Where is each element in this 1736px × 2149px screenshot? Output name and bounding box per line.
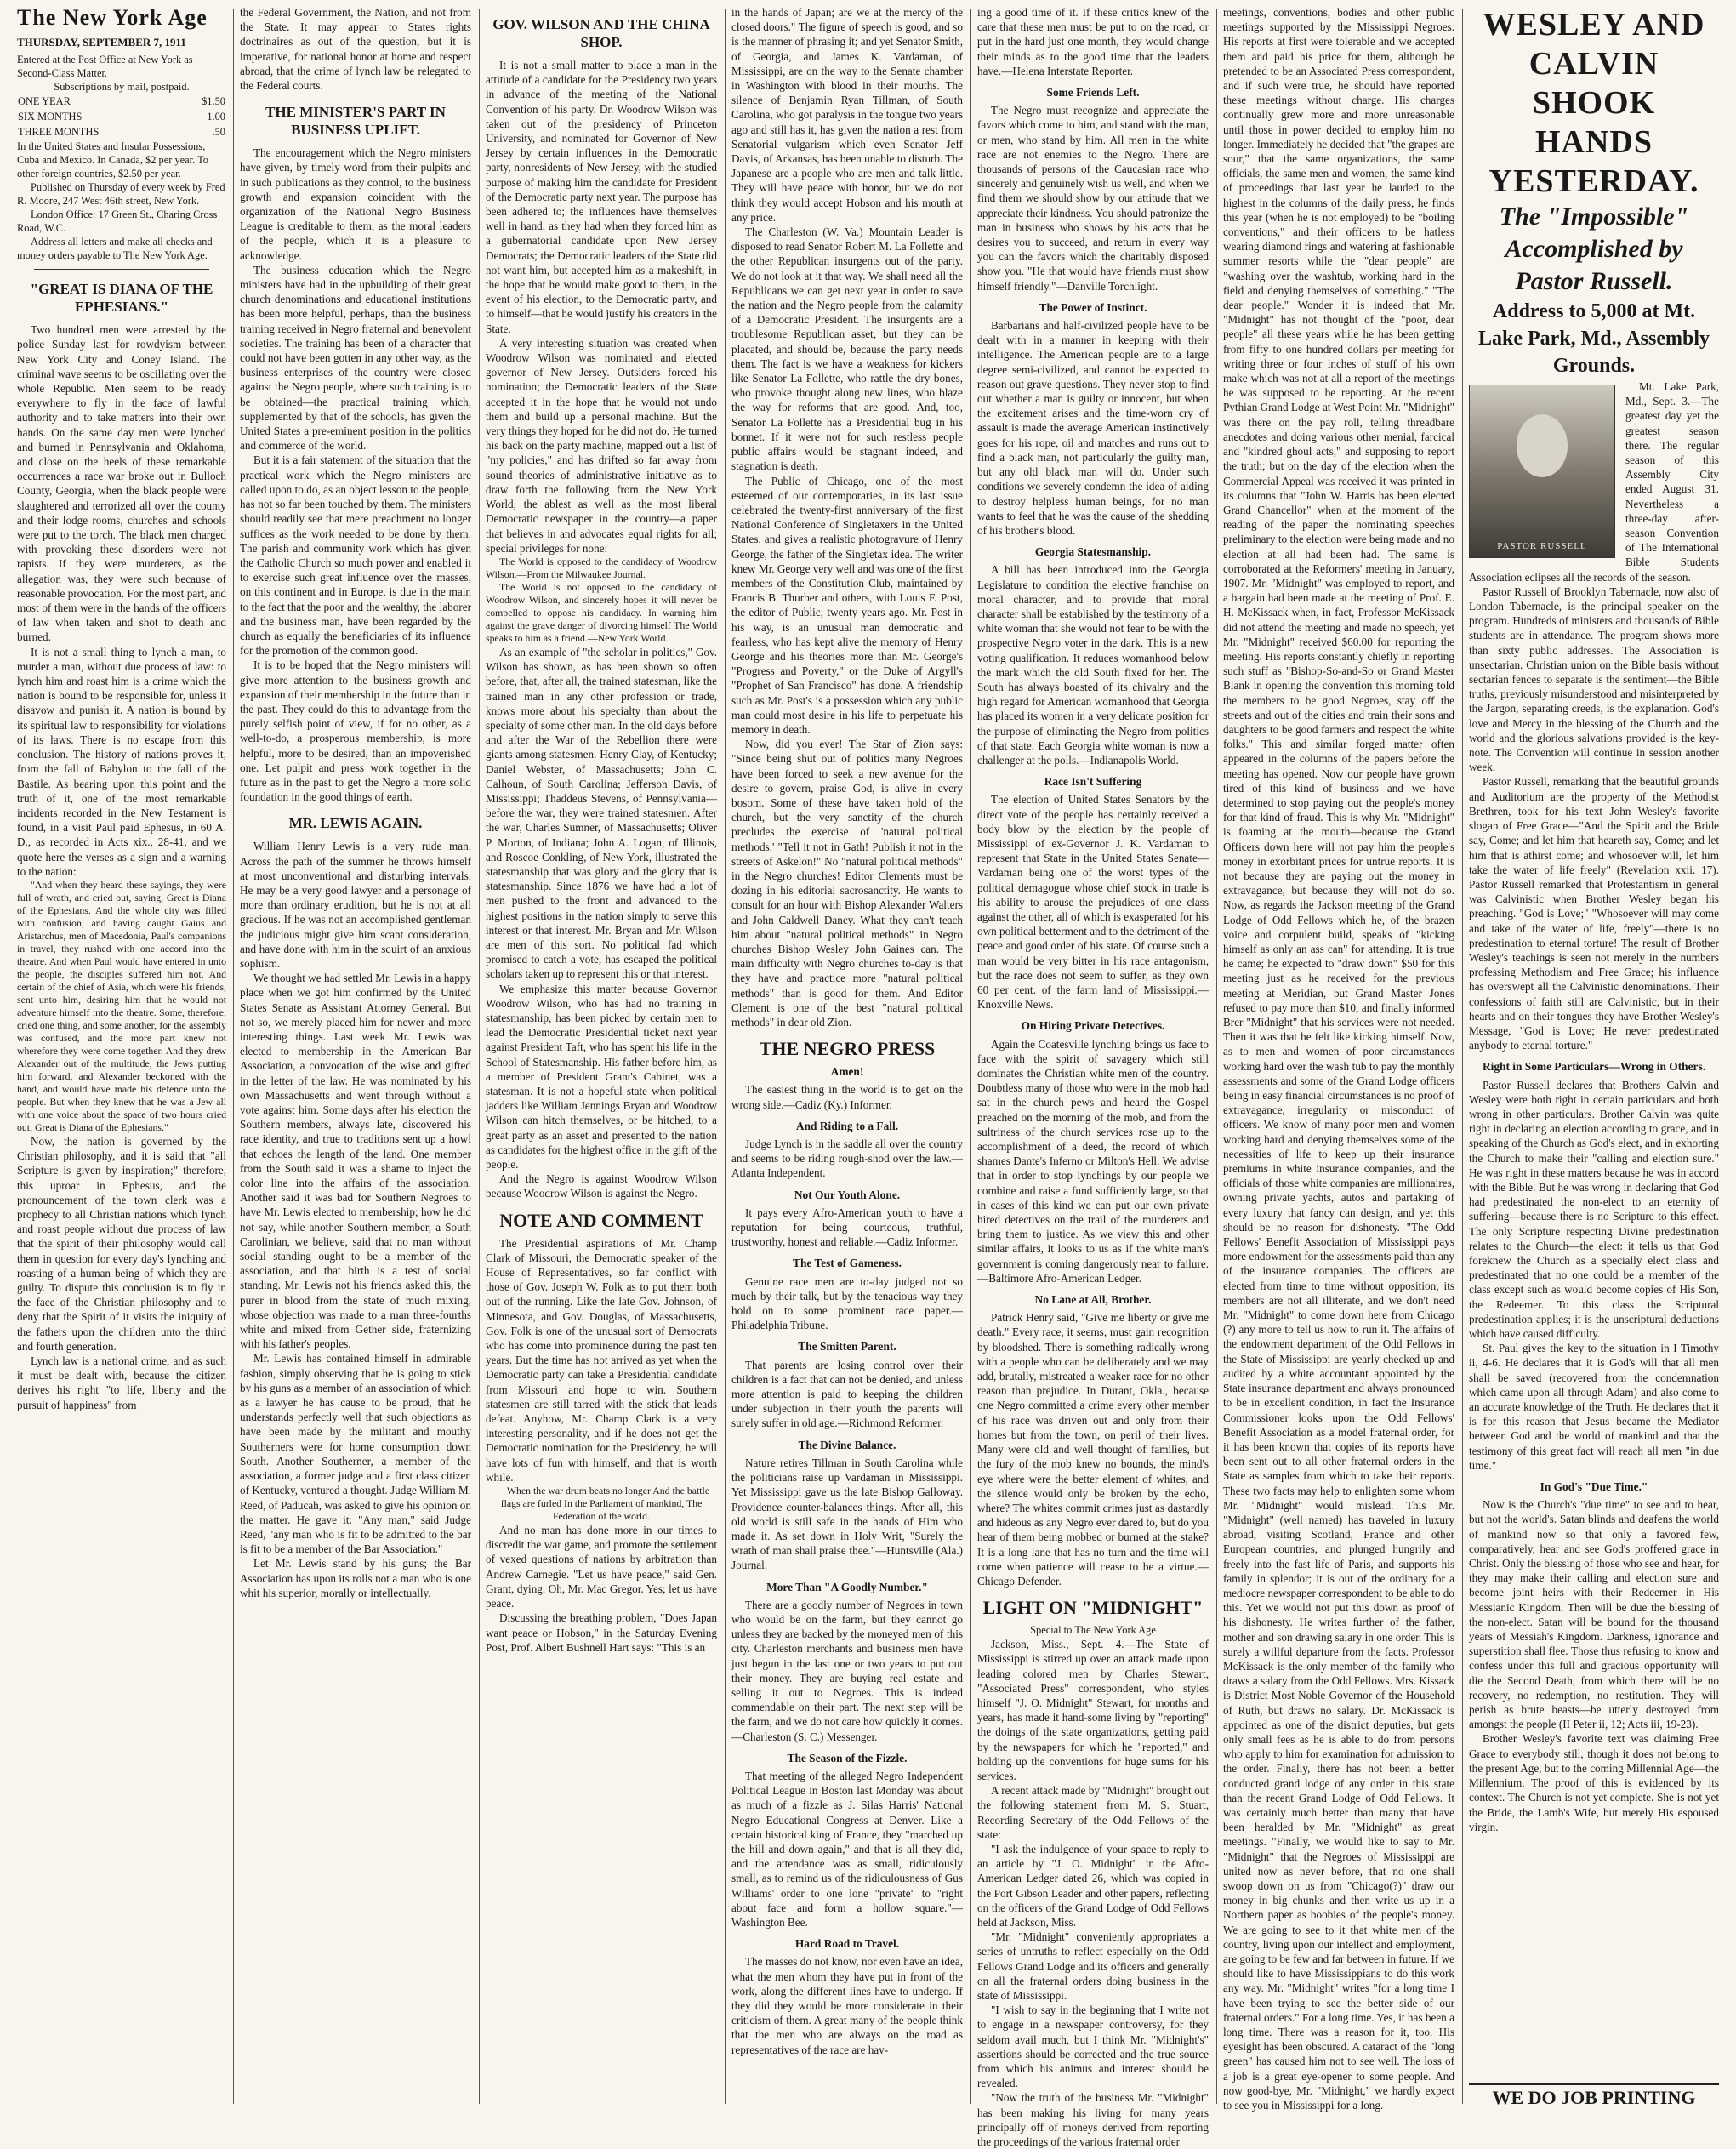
verse: When the war drum beats no longer And the battle flags are furled In the Parliament of mankind, The Federation of the world. — [500, 1485, 710, 1523]
item-body: The Negro must recognize and appreciate the favors which come to him, and stand with the man, or men, who stand by him. All men in the white race are not enemies to the Negro. There are thousands of persons of the Caucasian race who sincerely and genuinely wish us well, and when we find them we should show by our attitude that we appreciate their kindness. You should patronize the man in business who shows by his acts that he desires you to succeed, and return in every way you can the favors which the charitably disposed show you. "He that would have friends must show himself friendly."—Danville Torchlight. — [977, 104, 1209, 293]
scripture-quote: "And when they heard these sayings, they were full of wrath, and cried out, saying, Great is Diana of the Ephesians. And the whole city was filled with confusion; and having caught Gaius and Aristarchus, men of Macedonia, Paul's companions in travel, they rushed with one accord into the theatre. And when Paul would have entered in unto the people, the disciples suffered him not. And certain of the chief of Asia, which were his friends, sent unto him, desiring him that he would not adventure himself into the theatre. Some, therefore, cried one thing, and some another, for the assembly was confused, and the more part knew not wherefore they were come together. And they drew Alexander out of the multitude, the Jews putting him forward, and Alexander beckoned with the hand, and would have made his defence unto the people. But when they knew that he was a Jew all with one voice about the space of two hours cried out, Great is Diana of the Ephesians." — [17, 878, 226, 1133]
item-title: Amen! — [830, 1065, 864, 1079]
paragraph: It is to be hoped that the Negro ministers will give more attention to the business growth and expansion of their membership in the future than in the past. They could do this to advantage from the purely selfish point of view, if for no other, as a well-to-do, a prosperous membership, is more helpful, more to be desired, than an impoverished one. Let pulpit and press work together in the future as in the past to get the Negro a more solid foundation in the good things of earth. — [240, 658, 471, 804]
paragraph: But it is a fair statement of the situation that the practical work which the Negro ministers are called upon to do, as an object lesson to the people, has not so far been touched by them. The ministers should readily see that mere preachment no longer suffices as the work needed to be done by them. The parish and community work which has given the Catholic Church so much power and enabled it to exercise such great influence over the masses, on this continent and in Europe, is due in the main to the fact that the poor and the wealthy, the laborer and the business man, have been regarded by the church as equally the beneficiaries of its influence for the promotion of the common good. — [240, 453, 471, 658]
item-title: Not Our Youth Alone. — [794, 1188, 901, 1201]
rate-row: SIX MONTHS 1.00 — [18, 111, 225, 123]
headline-light-on-midnight: LIGHT ON "MIDNIGHT" — [982, 1597, 1204, 1619]
column-rule — [479, 9, 480, 2104]
column-6 — [1223, 5, 1454, 2112]
paragraph: Jackson, Miss., Sept. 4.—The State of Mississippi is stirred up over an attack made upon leading colored men by Charles Stewart, "Associated Press" correspondent, who styles himself "J. O. Midnight" Stewart, for months and years, has made it hand-some living by "reporting" the doings of the state organizations, getting paid by the newspapers for which he "reported," and holding up the conventions for huge sums for his services. — [977, 1638, 1209, 1782]
paragraph: A recent attack made by "Midnight" brought out the following statement from M. S. Stuart, Recording Secretary of the Odd Fellows of the state: — [977, 1784, 1209, 1841]
headline-negro-press: THE NEGRO PRESS — [759, 1038, 936, 1060]
paragraph: Mr. Lewis has contained himself in admirable fashion, simply observing that he is going to stick by his guns as a member of an association of which as a lawyer he has cause to be proud, that he understands perfectly well that such objections as have been made by the militant and mouthy Southerners were for home consumption down South. Another Southerner, a member of the association, a former judge and a first class citizen of Kentucky, ventured a thought. Judge William M. Reed, of Paducah, was asked to give his opinion on the matter. He gave it: "Any man," said Judge Reed, "any man who is fit to be admitted to the bar is fit to be a member of the Bar Association." — [240, 1352, 471, 1556]
item-body: That meeting of the alleged Negro Independent Political League in Boston last Monday was about as much of a fizzle as J. Silas Harris' National Negro Educational Congress at Denver. Like a certain historical king of France, they "marched up the hill and down again," and that is all they did, and the attendance was as small, ridiculously small, as to remind us of the ridiculousness of Gus Williams' order to one lone "private" to "right about face and form a hollow square."—Washington Bee. — [731, 1769, 963, 1929]
item-title: More Than "A Goodly Number." — [766, 1580, 928, 1593]
paragraph: We emphasize this matter because Governor Woodrow Wilson, who has had no training in statesmanship, has been picked by certain men to lead the Democratic Presidential ticket next year against President Taft, who has spent his life in the School of Statesmanship. His father before him, as a member of President Grant's Cabinet, was a statesman. It is not a hopeful state when political jadders like William Jennings Bryan and Woodrow Wilson can hitch themselves, or be hitched, to a great party as an asset and presented to the nation as candidates for the highest office in the gift of the people. — [486, 982, 717, 1171]
paragraph: We thought we had settled Mr. Lewis in a happy place when we got him confirmed by the United States Senate as Assistant Attorney General. But not so, we merely placed him for newer and more interesting things. Last week Mr. Lewis was elected to membership in the American Bar Association, a convocation of the wise and gifted in the letter of the law. He was nominated by his own Massachusetts and went through without a vote against him. Some days after his election the Southern members, always late, discovered his race identity, and true to traditions sent up a howl that echoes the length of the land. One member from the South said it was a shame to inject the color line into the affairs of the association. Another said it was bad for Southern Negroes to have Mr. Lewis elected to membership; how he did not say, while another Southern member, a South Carolinian, we believe, said that no man without social standing ought to be a member of the association, and that birth is a test of social standing. Mr. Lewis not his friends asked this, the purer in blood from the state of much mixing, whose objection was made to a man three-fourths white and mixed from Gether side, fraternizing with his father's peoples. — [240, 972, 471, 1351]
paragraph: "I wish to say in the beginning that I write not to engage in a newspaper controversy, for they seldom avail much, but I think Mr. "Midnight's" assertions should be corrected and the true source from which his animus and interest should be revealed. — [977, 2004, 1209, 2090]
job-printing-notice: WE DO JOB PRINTING — [1469, 2083, 1719, 2109]
portrait-caption: PASTOR RUSSELL — [1497, 540, 1587, 551]
headline-lewis: MR. LEWIS AGAIN. — [288, 815, 423, 832]
paragraph: in the hands of Japan; are we at the mercy of the closed doors." The figure of speech is good, and so is the manner of phrasing it; and yet Senator Smith, of Georgia, and James K. Vardaman, of Mississippi, are on the way to the Senate chamber in Washington with blood in their mouths. The silence of Benjamin Ryan Tillman, of South Carolina, who got paralysis in the tongue two years ago and still has it, has given the nation a rest from Senatorial vulgarism which even Senator Jeff Davis, of Arkansas, has been unable to disturb. The Japanese are a people who are men and talk little. They will have peace with honor, but we do not think they would accept Hobson and his mouth at any price. — [731, 6, 963, 224]
paragraph: Brother Wesley's favorite text was claiming Free Grace to everybody still, though it does not belong to the present Age, but to the coming Millennial Age—the Millennium. The proof of this is evidenced by its context. The Church is not yet complete. She is not yet the Bride, the Lamb's Wife, but merely His espoused virgin. — [1469, 1732, 1719, 1833]
paragraph: The Presidential aspirations of Mr. Champ Clark of Missouri, the Democratic speaker of the House of Representatives, so far conflict with those of Gov. Joseph W. Folk as to put them both out of the running. Like the late Gov. Johnson, of Minnesota, and Gov. Douglas, of Massachusetts, Gov. Folk is one of the unusual sort of Democrats who has come into prominence during the past ten years. But the time has not arrived as yet when the Democratic party can take a Presidential candidate from Missouri and hope to win. Southern statesmen are still tarred with the stick that leads defeat. Anyhow, Mr. Champ Clark is a very interesting personality, and if he does not get the Democratic nomination for the Presidency, he will have lots of fun with himself, and that is worth while. — [486, 1236, 717, 1484]
item-body: Patrick Henry said, "Give me liberty or give me death." Every race, it seems, must gain recognition by bloodshed. There is something radically wrong with a people who can be deliberately and we may add, brutally, mistreated a weaker race for no other reason than prejudice. In Durant, Okla., because one Negro committed a crime every other member of his race was driven out and only from their homes but from the town, on peril of their lives. Many were old and well thought of families, but the fury of the mob knew no bounds, the mind's eye where were the better element of whites, and the silence would only be broken by the echo, where? The whites commit crimes just as dastardly and hideous as any Negro ever dared to, but do you hear of them being mobbed or burned at the stake? It is a long lane that has no turn and the time will come when patience will cease to be a virtue.—Chicago Defender. — [977, 1311, 1209, 1588]
paragraph: Pastor Russell of Brooklyn Tabernacle, now also of London Tabernacle, is the principal speaker on the program. Hundreds of ministers and thousands of Bible students are in attendance. The program shows more than sixty public addresses. The Association is unsectarian. Christian union on the Bible basis without sectarian fences to separate is the sentiment—the Bible truths, previously misunderstood and misinterpreted by the Jargon, separating creeds, is the explanation. God's love and Mercy in the blessing of the Church and the world and the glorious salvations provided is the key-note. The Convention will continue in session another week. — [1469, 584, 1719, 774]
subscription-rates — [17, 94, 226, 140]
item-body: That parents are losing control over their children is a fact that can not be denied, and unless more attention is paid to keeping the children under subjection in their youth the parents will surely suffer in old age.—Richmond Reformer. — [731, 1358, 963, 1430]
item-body: It pays every Afro-American youth to have a reputation for being courteous, truthful, trustworthy, honest and reliable.—Cadiz Informer. — [731, 1206, 963, 1249]
london-office: London Office: 17 Green St., Charing Cross Road, W.C. — [17, 208, 218, 235]
item-body: There are a goodly number of Negroes in town who would be on the farm, but they cannot go unless they are backed by the moneyed men of this city. Charleston merchants and business men have just begun in the last one or two years to put out their money. They are buying real estate and selling it out to Negroes. This is indeed commendable on their part. The next step will be the farm, and we do not care how quickly it comes.—Charleston (S. C.) Messenger. — [731, 1598, 963, 1743]
headline-note-comment: NOTE AND COMMENT — [499, 1209, 703, 1231]
paragraph: The encouragement which the Negro ministers have given, by timely word from their pulpits and in such publications as they control, to the business growth and expansion coincident with the organization of the National Negro Business League is creditable to them, as the moral leaders of the people, which it is a pleasure to acknowledge. — [240, 146, 471, 262]
item-title: The Smitten Parent. — [798, 1340, 896, 1354]
item-body: Barbarians and half-civilized people have to be dealt with in a manner in keeping with their intelligence. The American people are to a large degree semi-civilized, and cannot be expected to reason out grave questions. They never stop to find out whether a man is guilty or innocent, but when the excitement arises and the time-worn cry of assault is made the average American instinctively goes for his rope, oil and matches and runs out to find a black man, not particularly the guilty man, but any old black man will do. Under such conditions we severely condemn the idea of aiding to destroy helpless human beings, for no man wants to feel that he was the cause of the shedding of his brother's blood. — [977, 319, 1209, 537]
paragraph: St. Paul gives the key to the situation in I Timothy ii, 4-6. He declares that it is God's will that all men shall be saved (recovered from the condemnation which came upon all through Adam) and also come to an accurate knowledge of the Truth. He declares that it is for this reason that Jesus became the Mediator between God and the world of mankind and that the testimony of this great fact will reach all men "in due time." — [1469, 1342, 1719, 1472]
column-rule — [725, 9, 726, 2104]
paragraph: Two hundred men were arrested by the police Sunday last for rowdyism between New York City and Coney Island. The criminal wave seems to be oscillating over the whole Republic. Men seem to be ready everywhere to fly in the face of lawful authority and to take matters into their own hands. On the same day men were lynched and burned in Pennsylvania and Oklahoma, and close on the heels of these remarkable occurrences a race war broke out in Bulloch County, Georgia, when the black people were slaughtered and terrorized all over the county and their lodge rooms, churches and schools were put to the torch. The black men charged with provoking these disorders were not rapists. If they were murderers, as the allegation was, they were such because of reasonable provocation. For the most part, and most of them were in the hands of the officers of law when taken and shot to death and burned. — [17, 323, 226, 644]
item-body: Again the Coatesville lynching brings us face to face with the spirit of savagery which still dominates the Christian white men of the country. Doubtless many of those who were in the mob had sat in the church pews and heard the Gospel preached on the morning of the mob, and from the sultriness of the church services rose up to the accomplishment of a deed, the record of which shames Dante's Inferno or Milton's Hell. We advise that in order to stop lynchings by our people we combine and raise a fund sufficiently large, so that in cases of this kind we can put our own private hired detectives on the trail of the murderers and bring them to justice. As we view this and other similar affairs, it looks to us as if the white man's government is coming dangerously near to failure.—Baltimore Afro-American Ledger. — [977, 1037, 1209, 1285]
item-title: The Season of the Fizzle. — [787, 1751, 908, 1764]
issue-date: THURSDAY, SEPTEMBER 7, 1911 — [17, 36, 186, 48]
quoted-item: The World is opposed to the candidacy of Woodrow Wilson.—From the Milwaukee Journal. — [486, 555, 717, 580]
item-title: The Power of Instinct. — [1039, 300, 1147, 314]
column-7 — [1469, 5, 1719, 2107]
item-title: No Lane at All, Brother. — [1034, 1293, 1152, 1307]
item-title: The Test of Gameness. — [793, 1257, 902, 1270]
column-rule — [1462, 9, 1463, 2104]
item-body: The election of United States Senators by the direct vote of the people has certainly received a body blow by the election by the people of Mississippi of ex-Governor J. K. Vardaman to represent that State in the United States Senate—Vardaman being one of the worst types of the political demagogue whose chief stock in trade is his ability to arouse the prejudices of one class against the other, all of which is exasperated for his own political betterment and to the detriment of the peace and good order of his state. Of course such a man would be very bitter in his race antagonism, but the race does not seem to suffer, as they own 60 per cent. of the farm land of Mississippi.—Knoxville News. — [977, 793, 1209, 1012]
paragraph: Now, did you ever! The Star of Zion says: "Since being shut out of politics many Negroes have been forced to seek a new avenue for the desire to govern, praise God, is alive in every bosom. Some of these have taken hold of the church, but the very sanctity of the church precludes the exercise of 'natural political methods.' "Tell it not in Gath! Publish it not in the streets of Askelon!" No "natural political methods" in the Negro churches! Editor Clements must be dozing in his editorial sacrosanctity. He wants to consult for an hour with Bishop Alexander Walters and John Caldwell Dancy. What they can't teach him about "natural political methods" in Negro churches Bishop Wesley John Gaines can. The main difficulty with Negro churches to-day is that they have and practice more "natural political methods" than is good for them. And Editor Clement is one of the best "natural political methods" in dear old Zion. — [731, 738, 963, 1029]
column-rule — [1216, 9, 1217, 2104]
column-rule — [233, 9, 234, 2104]
item-title: The Divine Balance. — [798, 1438, 896, 1451]
item-body: Nature retires Tillman in South Carolina while the politicians raise up Vardaman in Mississippi. Yet Mississippi gave us the late Bishop Galloway. Providence counter-balances things. After all, this old world is still safe in the hands of Him who made it. As set down in Holy Writ, "Surely the wrath of man shall praise thee."—Huntsville (Ala.) Journal. — [731, 1456, 963, 1572]
column-1 — [17, 5, 226, 2107]
footer-container — [1469, 2078, 1719, 2109]
publisher-notice: Published on Thursday of every week by Fred R. Moore, 247 West 46th street, New York. — [17, 181, 225, 208]
item-body: The easiest thing in the world is to get on the wrong side.—Cadiz (Ky.) Informer. — [731, 1083, 963, 1111]
paragraph: meetings, conventions, bodies and other public meetings supported by the Mississippi Negroes. His reports at first were tolerable and we accepted them and paid his price for them, although he pretended to be an Associated Press correspondent, and if such were true, he should have reported these meetings without charge. His charges continually grew more and more unreasonable until those in power decided to employ him no longer. Immediately he decided that "the grapes are sour," that the same organizations, the same officials, the same men and women, the same kind of proceedings that last year he lauded to the highest in the columns of the daily press, he finds this year (when he is not employed) to be "boiling conventions," and their officers to be hatless wearing diamond rings and watering at fashionable summer resorts while the "dear people" are "washing over the washtub, working hard in the field and denying themselves of something." "The dear people." Wonder it is indeed that Mr. "Midnight" has not thought of the "poor, dear people" all these years while he has been getting from fifty to one hundred dollars per meeting for writing three or four inches of stuff of his own make which was not at all a report of the meetings he was supposed to be reporting. At the recent Pythian Grand Lodge at West Point Mr. "Midnight" was there on the pay roll, telling threadbare anecdotes and doing various other menial, farcical and "kindred ghoul acts," and supposing to report the truth; but on the day of the election when the Commercial Appeal was received it was printed in its columns that "John W. Harris has been elected Grand Chancellor" when at the moment of the reading of the paper the nominating speeches preliminary to the election were being made and no election at all had been had. The same is corroborated at the Reformers' meeting in January, 1907. Mr. "Midnight" was employed to report, and a bargain had been made at the meeting of Prof. E. H. McKissack when, in fact, Professor McKissack did not attend the meeting and made no speech, yet Mr. "Midnight" received $60.00 for reporting the meeting. His reports constantly chiefly in reporting such stuff as "Bishop-So-and-So or Grand Master Blank in opening the convention this morning told the members to be good Negroes, stay off the streets and out of the cities and train their sons and daughters to be good farmers and respect the white folks." This and similar forged matter often appeared in the columns of the papers before the meeting has opened. Now our people have grown tired of this kind of business and we have determined to stop paying out the people's money for that kind of fraud. This is why Mr. "Midnight" is foaming at the mouth—because the Grand Officers down here will not pay him the people's money in exorbitant prices for untrue reports. It is not because they are paying out the money in extravagance, but because they will not do so. Now, as regards the Jackson meeting of the Grand Lodge of Odd Fellows which he, of the brazen voice and corpulent build, speaks of "kicking himself as only an ass can" for attending. It is true he came; he expected to "draw down" $50 for this meeting just as he received for the previous meeting at Meridian, but Grand Master Jones refused to pay more than $10, and finally informed Brer "Midnight" that his services were not needed. Then it was that he felt like kicking himself. Now, as to men and women of poor circumstances working hard over the wash tub to pay the monthly assessments and some of the Grand Lodge officers being in easy financial circumstances is no proof of extravagance, irregularity or misconduct of officers. We know of many poor men and women working hard and denying themselves some of the necessities of life to keep up their insurance premiums in white insurance companies, and the officials of those white companies are millionaires, owning private yachts, autos and partaking of every luxury that fancy can design, and yet this should be no reason for dishonesty. "The Odd Fellows' Benefit Association of Mississippi pays more endowment for the assessments paid than any of the insurance companies. The officers are elected from time to time without opposition; its members are not all illiterate, and we don't need Mr. "Midnight" to come down here from Chicago (?) any more to tell us how to run it. The affairs of the endowment department of the Odd Fellows in the State of Mississippi are yearly checked up and audited by a white accountant appointed by the State insurance department and always pronounced to be in excellent condition, in fact the Insurance Commissioner looks upon the Odd Fellows' Benefit Association as a model fraternal order, for it has been known that copies of its reports have been sent out to all other fraternal orders in the State as samples from which to take their reports. These two facts may help to enlighten some whom Mr. "Midnight" would mislead. This Mr. "Midnight" (well named) has traveled in luxury abroad, visiting Scotland, France and other European countries, and plunged hungrily and freely into the fast life of Paris, and supports his family in splendor; it is out of the ordinary for a mediocre newspaper correspondent to be able to do this. Yet we would not put this down as proof of his dishonesty. He writes further of the father, mother and son drawing salary in one order. This is surely a willful departure from the facts. Professor McKissack is the only member of the family who draws a salary from the Odd Fellows. Mrs. Kissack is District Most Noble Governor of the Household of Ruth, but draws no salary. Dr. McKissack is appointed as one of the district deputies, but gets only small fees as he is able to do from persons who apply to him for examination for admission to the order. Finally, there has not been a better conducted grand lodge of any order in this state than the recent Grand Lodge of Odd Fellows. It was certainly much better than many that have been heralded by Mr. "Midnight" as great meetings. "Finally, we would like to say to Mr. "Midnight" that the Negroes of Mississippi are united now as never before, that no one shall swoop down on us from "Chicago(?)" draw our money in big chunks and then write us up in a Northern paper as boobies of the people's money. We are going to see to it that white men of the country, living upon our intellect and employment, are going to be few and far between in future. If we should like to have Mississippians to do this work any way. Mr. "Midnight" writes "for a long time I have been trying to see the better side of our fraternal orders." For a long time. Yes, it has been a long time. There was a reason for it, too. His eyesight has been obscured. A cataract of the "long green" has caused him not to see well. The loss of a job is a great eye-opener to some people. And now good-bye, Mr. "Midnight," we hardly expect to see you in Mississippi for a long. — [1223, 6, 1454, 2112]
item-body: Judge Lynch is in the saddle all over the country and seems to be riding rough-shod over the law.—Atlanta Independent. — [731, 1137, 963, 1180]
paragraph: "Mr. "Midnight" conveniently appropriates a series of untruths to reflect especially on the Odd Fellows Grand Lodge and its officers and generally on all the fraternal orders doing business in the state of Mississippi. — [977, 1930, 1209, 2002]
paragraph: ing a good time of it. If these critics knew of the care that these men must be put to on the road, or put in the hard just one month, they would change their minds as to the good time that the leaders have.—Helena Interstate Reporter. — [977, 6, 1209, 77]
banner-headline: WESLEY AND CALVIN SHOOK — [1483, 7, 1705, 121]
paragraph: The Charleston (W. Va.) Mountain Leader is disposed to read Senator Robert M. La Follette and the other Republican insurgents out of the party. We do not look at it that way. We shall need all the Republicans we can get next year in order to save the nation and the Negro people from the calamity of a Democratic President. The insurgents are a troublesome Republican asset, but they can be placated, and should be, because the party needs them. The fact is we have a weakness for kickers like Senator La Follette, who rattle the dry bones, who provoke thought along new lines, who blaze the way for reforms that are good. And, too, Senator La Follette has a Presidential bug in his bonnet. If it were not for such restless people public affairs would be stagnant indeed, and stagnation is death. — [731, 225, 963, 473]
paragraph: As an example of "the scholar in politics," Gov. Wilson has shown, as has been shown so often before, that, after all, the trained statesman, like the trained man in any other profession or trade, knows more about his specialty than about the specialty of some other man. In the old days before and after the War of the Rebellion there were giants among statesmen. Henry Clay, of Kentucky; Daniel Webster, of Massachusetts; John C. Calhoun, of South Carolina; Jefferson Davis, of Mississippi; Thaddeus Stevens, of Pennsylvania—before the war, they were trained statesmen. After the war, Charles Sumner, of Massachusetts; Oliver P. Morton, of Indiana; John A. Logan, of Illinois, and Roscoe Conkling, of New York, illustrated the statesmanship that was glory and the glory that is statesmanship. Since 1876 we have had a lot of men pushed to the front and advanced to the highest positions in the nation simply to serve this interest or that interest. Mr. Bryan and Mr. Wilson are men of this sort. No political fad which promised to catch a vote, has escaped the political scholars taken up to represent this or that interest. — [486, 645, 717, 981]
paragraph: And no man has done more in our times to discredit the war game, and promote the settlement of vexed questions of nations by arbitration than Andrew Carnegie. "Let us have peace," said Gen. Grant, dying. Oh, Mr. Mac Gregor. Yes; let us have peace. — [486, 1524, 717, 1610]
section-subhead: Right in Some Particulars—Wrong in Others. — [1482, 1060, 1706, 1074]
column-rule — [970, 9, 971, 2104]
divider — [34, 269, 209, 270]
paragraph: "Now the truth of the business Mr. "Midnight" has been making his living for many years principally off of moneys derived from reporting the proceedings of the various fraternal order — [977, 2091, 1209, 2149]
column-4 — [731, 5, 963, 2107]
paragraph: "I ask the indulgence of your space to reply to an article by "J. O. Midnight" in the Afro-American Ledger dated 26, which was copied in the Port Gibson Leader and other papers, reflecting on the officers of the Grand Lodge of Odd Fellows held at Jackson, Miss. — [977, 1842, 1209, 1929]
item-title: And Riding to a Fall. — [795, 1119, 899, 1132]
paragraph: Now is the Church's "due time" to see and to hear, but not the world's. Satan blinds and deafens the world of mankind now so that only a favored few, comparatively, hear and see God's proffered grace in Christ. Only the blessing of those who see and hear, for they may make their calling and election sure and become joint heirs with their Redeemer in His Messianic Kingdom. Then will be due the blessing of the non-elect. Satan will be bound for the thousand years of Messiah's Kingdom. Darkness, ignorance and superstition shall flee. Those thus refusing to know and confess under this full and gracious opportunity will die the Second Death, from which there will be no recovery, no redemption, no restitution. They will perish as brute beasts—be utterly destroyed from amongst the people (II Peter ii, 12; Acts iii, 19-23). — [1469, 1498, 1719, 1731]
banner-subhead: Address to 5,000 at Mt. Lake Park, Md., Assembly Grounds. — [1477, 300, 1710, 377]
portrait-face — [1517, 414, 1568, 477]
paragraph: Pastor Russell, remarking that the beautiful grounds and Auditorium are the property of the Methodist Brethren, took for his text John Wesley's favorite slogan of Free Grace—"And the Spirit and the Bride say, Come; and let him that heareth say, Come; and let him that is athirst come; and whosoever will, let him take the water of life freely" (Revelation xxii. 17). Pastor Russell remarked that Protestantism in general was Calvinistic when Brother Wesley began his preaching. "God is Love;" "Whosoever will may come and take of the water of life, freely"—there is no predestination to eternal torture! The result of Brother Wesley's teachings is seen not merely in the numbers professing Methodism and Free Grace; his influence has overswept all the Calvinistic denominations. Their confessions of faith still are Calvinistic, but in their hearts and on their tongues they have Brother Wesley's Message, "God is Love; He never predestinated anybody to eternal torture." — [1469, 775, 1719, 1052]
item-title: Some Friends Left. — [1046, 86, 1140, 100]
paragraph: Pastor Russell declares that Brothers Calvin and Wesley were both right in certain particulars and both wrong in other particulars. Brother Calvin was quite right in declaring an election according to grace, and in speaking of the Church as God's elect, and in exhorting the Church to make their "calling and election sure." He was right in these matters because he was in accord with the Bible. But he was wrong in declaring that God had predestinated the non-elect to an eternity of suffering—because there is no Scripture to this effect. The only Scripture respecting Divine predestination relates to the Church—the elect: it tells us that God foreknew the Church as a specially elect class and predestinated that no one could be a member of the class except such as would become copies of His Son, the Redeemer. To this class the Scriptural predestination applies; it is the unscriptural deductions which have caused difficulty. — [1469, 1078, 1719, 1340]
headline-ministers: THE MINISTER'S PART IN BUSINESS UPLIFT. — [265, 104, 446, 139]
paragraph: It is not a small thing to lynch a man, to murder a man, without due process of law: to lynch him and roast him is a crime which the nation is bound to be responsible for, unless it disavow and punish it. A nation is bound by its spiritual law to responsibility for violations of its laws. There is no escape from this conclusion. The history of nations proves it, from the fall of Babylon to the fall of the Bastile. As bearing upon this point and the truth of it, one of the most remarkable incidents recorded in the New Testament is found, in a visit Paul paid Ephesus, in 60 A. D., as recorded in Acts xix., 28-41, and we quote here the verses as a sign and a warning to the nation: — [17, 645, 226, 878]
subscriptions-intro: Subscriptions by mail, postpaid. — [54, 81, 190, 94]
foreign-rates: In the United States and Insular Possessions, Cuba and Mexico. In Canada, $2 per year. To other foreign countries, $2.50 per year. — [17, 140, 208, 180]
paragraph: The business education which the Negro ministers have had in the upbuilding of their great church denominations and educational institutions has been more helpful, perhaps, than the business training received in Negro fraternal and benevolent societies. The training has been of a character that could not have been gotten in any other way, as the business enterprises of the country were closed against the Negro people, where such training is to be obtained—the practical training which, supplemented by that of the schools, has given the United States a pre-eminent position in the politics and commerce of the world. — [240, 263, 471, 453]
column-5 — [977, 5, 1209, 2149]
item-title: Race Isn't Suffering — [1044, 775, 1142, 789]
headline-diana: "GREAT IS DIANA OF THE EPHESIANS." — [30, 281, 213, 316]
banner-headline: HANDS YESTERDAY. — [1488, 124, 1699, 199]
newspaper-title: The New York Age — [17, 5, 226, 31]
rate-row: THREE MONTHS .50 — [18, 126, 225, 139]
banner-subhead: The "Impossible" Accomplished by Pastor Russell. — [1499, 202, 1689, 295]
paragraph: Lynch law is a national crime, and as such it must be dealt with, because the citizen derives his right "to life, liberty and the pursuit of happiness" from — [17, 1354, 226, 1411]
paragraph: the Federal Government, the Nation, and not from the State. It may appear to States rights doctrinaires as out of the question, but it is imperative, for national honor at home and respect abroad, that the crime of lynch law be relegated to the Federal courts. — [240, 6, 471, 93]
item-title: Hard Road to Travel. — [794, 1937, 900, 1951]
paragraph: William Henry Lewis is a very rude man. Across the path of the summer he throws himself at most unconventional and disturbing intervals. He may be a very good lawyer and a personage of more than ordinary erudition, but he is not at all gracious. If he was not an accomplished gentleman the judicious might give him scant consideration, and have done with him in the squirt of an anxious sophism. — [240, 840, 471, 970]
quoted-item: The World is not opposed to the candidacy of Woodrow Wilson, and sincerely hopes it will never be compelled to oppose his candidacy. In warning him against the grave danger of divorcing himself The World speaks to him as a friend.—New York World. — [486, 580, 717, 644]
paragraph: Discussing the breathing problem, "Does Japan want peace or Hobson," in the Saturday Evening Post, Prof. Albert Bushnell Hart says: "This is an — [486, 1611, 717, 1654]
byline: Special to The New York Age — [1030, 1624, 1156, 1637]
item-body: A bill has been introduced into the Georgia Legislature to condition the elective franchise on moral character, and to provide that moral character shall be established by the testimony of a white woman that she would not fear to be with the prospective Negro voter in the dark. This is a new voting qualification. It reduces womanhood below the mark which the old South fixed for her. The South has always boasted of its chivalry and the high regard for American womanhood that Georgia has placed its women in a very delicate position for the purpose of eliminating the Negro from politics of that state. Each Georgia white woman is now a challenger at the polls.—Indianapolis World. — [977, 563, 1209, 767]
item-body: Genuine race men are to-day judged not so much by their talk, but by the tenacious way they hold on to some prominent race paper.—Philadelphia Tribune. — [731, 1274, 963, 1332]
rate-row: ONE YEAR $1.50 — [18, 95, 225, 108]
column-2 — [240, 5, 471, 2107]
paragraph: Mt. Lake Park, Md., Sept. 3.—The greatest day yet the greatest season there. The regular season of this Assembly City ended August 31. Nevertheless a three-day after-season Convention of The International Bible Students Association eclipses all the records of the season. — [1469, 380, 1719, 584]
paragraph: Now, the nation is governed by the Christian philosophy, and it is said that "all Scripture is given by inspiration;" therefore, this uproar in Ephesus, and the pronouncement of the town clerk was a prophecy to all Christian nations which lynch and roast people without due process of law that the spirit of their philosophy would call them in question for every day's lynching and roasting of a human being of which they are guilty. To dispute this conclusion is to fly in the face of the Christian philosophy and to deny that the Spirit of it visits the iniquity of the fathers upon the children unto the third and fourth generation. — [17, 1134, 226, 1353]
paragraph: And the Negro is against Woodrow Wilson because Woodrow Wilson is against the Negro. — [486, 1172, 717, 1200]
item-body: The masses do not know, nor even have an idea, what the men whom they have put in front of the work, along the different lines have to undergo. If they did they would be more considerate in their criticism of them. A great many of the people think that the men who are always on the road as representatives of the race are hav- — [731, 1955, 963, 2056]
paragraph: A very interesting situation was created when Woodrow Wilson was nominated and elected governor of New Jersey. Outsiders forced his nomination; the Democratic leaders of the State accepted it in the hope that he would not undo them and build up a personal machine. But the very things they hoped for he did not do. He turned his back on the party machine, mapped out a list of "my policies," and has drifted so far away from sound theories of administrative initiative as to draw forth the following from the New York World, the ablest as well as the most liberal Democratic newspaper in the country—a paper that believes in and advocates equal rights for all; special privileges for none: — [486, 336, 717, 555]
paragraph: The Public of Chicago, one of the most esteemed of our contemporaries, in its last issue celebrated the twenty-first anniversary of the first National Conference of Singletaxers in the United States, and gives a realistic photogravure of Henry George, the father of the Singletax idea. The writer knew Mr. George very well and was one of the first members of the Constitution Club, maintained by Francis B. Thurber and others, with Louis F. Post, the editor of Public, twenty years ago. Mr. Post in his way, is an unusual man democratic and fearless, who has kept alive the memory of Henry George and his theories more than Mr. George's "Progress and Poverty," or the Duke of Argyll's "Prophet of San Francisco" has done. A friendship such as Mr. Post's is a possession which any public man could most desire in his life to perpetuate his memory in death. — [731, 474, 963, 736]
masthead — [17, 5, 226, 262]
paragraph: Let Mr. Lewis stand by his guns; the Bar Association has upon its rolls not a man who is one whit his superior, morally or intellectually. — [240, 1557, 471, 1599]
item-title: Georgia Statesmanship. — [1034, 545, 1152, 559]
portrait-image — [1469, 385, 1615, 558]
section-subhead: In God's "Due Time." — [1540, 1480, 1648, 1494]
column-3 — [486, 5, 717, 2107]
headline-china-shop: GOV. WILSON AND THE CHINA SHOP. — [492, 16, 710, 50]
address-notice: Address all letters and make all checks and money orders payable to The New York Age. — [17, 236, 213, 262]
postal-notice: Entered at the Post Office at New York as Second-Class Matter. — [17, 54, 193, 80]
paragraph: It is not a small matter to place a man in the attitude of a candidate for the Presidency two years in advance of the meeting of the National Convention of his party. Dr. Woodrow Wilson was taken out of the presidency of Princeton University, and nominated for Governor of New Jersey by certain influences in the Democratic party, nonresidents of New Jersey, with the studied purpose of making him the candidate for President of the Democratic party next year. The purpose has been adhered to; the influences have themselves well in hand, as they had when they forced him as a gubernatorial candidate upon New Jersey Democrats; the Democratic leaders of the State did not want him, but accepted him as a makeshift, in the hope that he would make good to them, in the event of his election, to the Democratic party, and to himself—that he would justify his creators in the State. — [486, 59, 717, 335]
item-title: On Hiring Private Detectives. — [1021, 1019, 1165, 1033]
